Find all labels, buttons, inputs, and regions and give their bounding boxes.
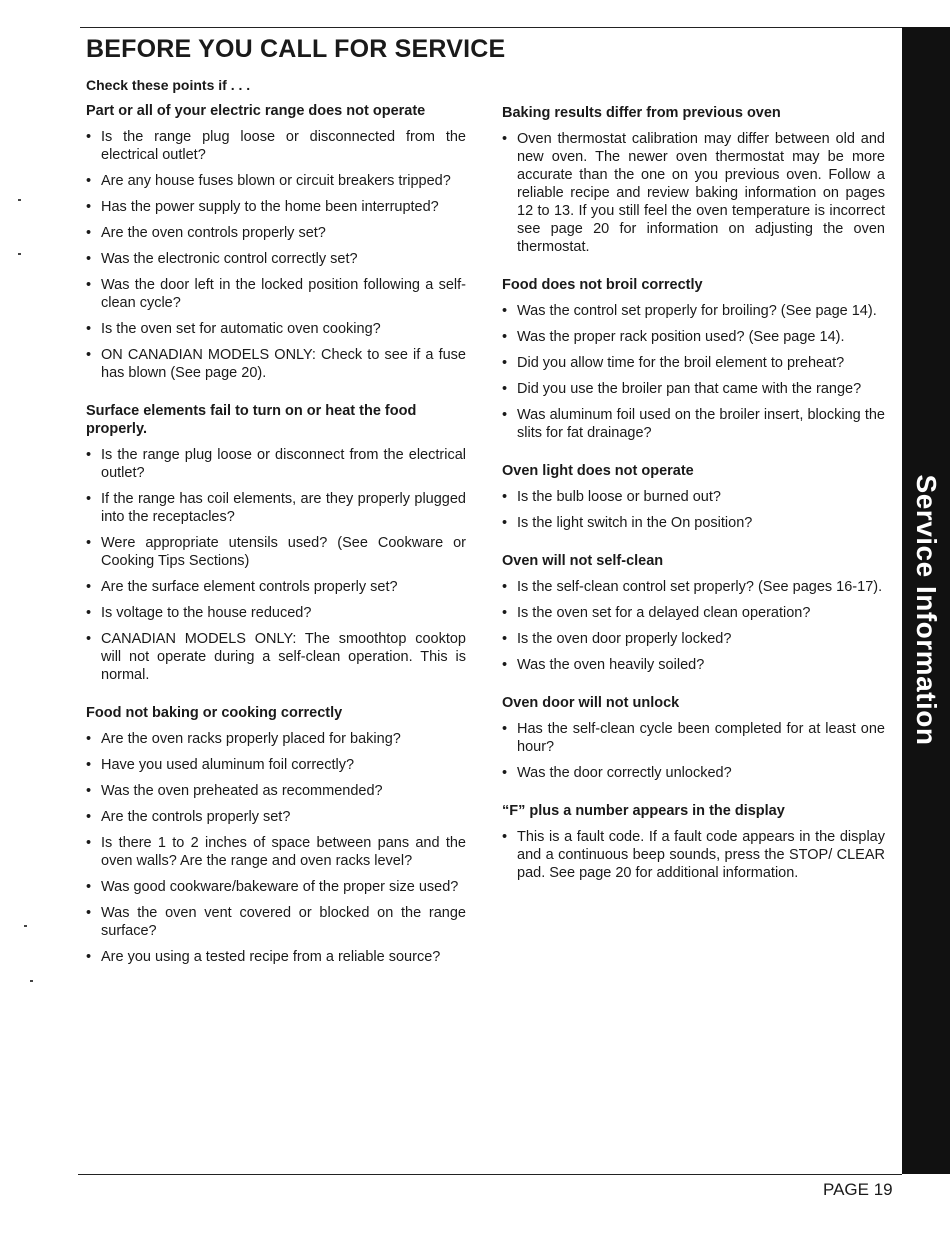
bullet-icon: • [86, 631, 92, 647]
troubleshoot-section [86, 704, 466, 966]
section-heading: Part or all of your electric range does not operate [86, 103, 426, 119]
checklist-item [86, 446, 466, 482]
checklist-item [502, 578, 885, 596]
bullet-icon: • [86, 251, 92, 267]
bullet-icon: • [502, 355, 508, 371]
intro-text: Check these points if . . . [86, 77, 251, 93]
checklist-item [86, 198, 466, 216]
checklist-item [502, 380, 885, 398]
checklist [502, 578, 885, 674]
checklist-item [86, 782, 466, 800]
checklist-item [502, 514, 885, 532]
bullet-icon: • [86, 225, 92, 241]
checklist-item-text: Was the proper rack position used? (See page 14). [517, 329, 845, 345]
checklist-item [86, 730, 466, 748]
checklist-item [86, 834, 466, 870]
bullet-icon: • [502, 303, 508, 319]
section-heading: Oven will not self-clean [502, 553, 664, 569]
bullet-icon: • [86, 783, 92, 799]
checklist-item [86, 346, 466, 382]
troubleshoot-section [502, 462, 885, 532]
bullet-icon: • [502, 605, 508, 621]
checklist-item-text: Are the oven controls properly set? [101, 225, 326, 241]
bullet-icon: • [86, 277, 92, 293]
checklist-item [502, 630, 885, 648]
checklist-item-text: Is the range plug loose or disconnected from the electrical outlet? [101, 129, 466, 163]
checklist-item [86, 534, 466, 570]
checklist-item-text: Were appropriate utensils used? (See Cookware or Cooking Tips Sections) [101, 535, 466, 569]
checklist-item-text: Is the self-clean control set properly? (See pages 16-17). [517, 579, 883, 595]
bullet-icon: • [86, 835, 92, 851]
troubleshoot-section [502, 552, 885, 674]
checklist-item [86, 904, 466, 940]
checklist-item [86, 948, 466, 966]
checklist-item [86, 224, 466, 242]
checklist-item [86, 630, 466, 684]
right-column [502, 104, 885, 902]
bullet-icon: • [502, 489, 508, 505]
checklist-item-text: Has the self-clean cycle been completed for at least one hour? [517, 721, 885, 755]
checklist-item [86, 756, 466, 774]
checklist [502, 130, 885, 256]
bullet-icon: • [86, 535, 92, 551]
checklist-item [502, 130, 885, 256]
checklist-item-text: Has the power supply to the home been interrupted? [101, 199, 439, 215]
checklist-item [502, 302, 885, 320]
checklist-item-text: Is the range plug loose or disconnect from the electrical outlet? [101, 447, 466, 481]
bullet-icon: • [502, 407, 508, 423]
troubleshoot-section [86, 102, 466, 382]
checklist-item [502, 488, 885, 506]
checklist-item-text: Oven thermostat calibration may differ between old and new oven. The newer oven thermostat may be more accurate than the one on you previous oven. Follow a reliable recipe and review baking information on pages 12 to 13. If you still feel the oven temperature is incorrect see page 20 for information on adjusting the oven thermostat. [517, 131, 885, 255]
troubleshoot-section [502, 276, 885, 442]
bullet-icon: • [86, 731, 92, 747]
checklist-item [86, 808, 466, 826]
checklist-item-text: Was the door left in the locked position following a self-clean cycle? [101, 277, 466, 311]
checklist-item-text: Was the oven heavily soiled? [517, 657, 705, 673]
checklist-item-text: Are the controls properly set? [101, 809, 291, 825]
bullet-icon: • [86, 579, 92, 595]
bullet-icon: • [502, 631, 508, 647]
bullet-icon: • [86, 879, 92, 895]
checklist [86, 446, 466, 684]
checklist-item [502, 604, 885, 622]
scan-speck [18, 253, 21, 255]
bullet-icon: • [86, 129, 92, 145]
section-heading: Food does not broil correctly [502, 277, 703, 293]
checklist-item [502, 828, 885, 882]
section-heading: “F” plus a number appears in the display [502, 803, 785, 819]
bullet-icon: • [502, 579, 508, 595]
checklist-item [502, 406, 885, 442]
checklist-item [86, 172, 466, 190]
checklist [502, 720, 885, 782]
checklist-item-text: Is the oven set for a delayed clean operation? [517, 605, 811, 621]
section-heading: Oven door will not unlock [502, 695, 680, 711]
troubleshoot-section [86, 402, 466, 684]
checklist-item [502, 656, 885, 674]
section-heading: Baking results differ from previous oven [502, 105, 781, 121]
checklist [86, 128, 466, 382]
checklist-item-text: Are any house fuses blown or circuit breakers tripped? [101, 173, 451, 189]
bullet-icon: • [86, 173, 92, 189]
troubleshoot-section [502, 694, 885, 782]
checklist-item-text: Did you allow time for the broil element to preheat? [517, 355, 845, 371]
checklist-item-text: Have you used aluminum foil correctly? [101, 757, 355, 773]
bullet-icon: • [502, 131, 508, 147]
checklist-item [86, 578, 466, 596]
bullet-icon: • [86, 199, 92, 215]
checklist-item [86, 250, 466, 268]
bullet-icon: • [86, 809, 92, 825]
checklist-item-text: Was the oven vent covered or blocked on the range surface? [101, 905, 466, 939]
checklist [502, 488, 885, 532]
checklist-item-text: This is a fault code. If a fault code appears in the display and a continuous beep sounds, press the STOP/ CLEAR pad. See page 20 for additional information. [517, 829, 885, 881]
bullet-icon: • [86, 321, 92, 337]
bullet-icon: • [502, 657, 508, 673]
top-rule [80, 27, 902, 28]
checklist-item [502, 764, 885, 782]
checklist-item-text: Was the control set properly for broiling? (See page 14). [517, 303, 877, 319]
checklist-item-text: ON CANADIAN MODELS ONLY: Check to see if a fuse has blown (See page 20). [101, 347, 466, 381]
checklist-item-text: Is there 1 to 2 inches of space between pans and the oven walls? Are the range and oven racks level? [101, 835, 466, 869]
bullet-icon: • [502, 765, 508, 781]
checklist-item [86, 276, 466, 312]
bottom-rule [78, 1174, 902, 1175]
checklist-item-text: Was the oven preheated as recommended? [101, 783, 383, 799]
checklist-item-text: Are you using a tested recipe from a reliable source? [101, 949, 441, 965]
troubleshoot-section [502, 802, 885, 882]
checklist-item-text: Is the bulb loose or burned out? [517, 489, 721, 505]
checklist-item-text: Was good cookware/bakeware of the proper size used? [101, 879, 459, 895]
left-column [86, 102, 466, 986]
checklist-item-text: Is the light switch in the On position? [517, 515, 753, 531]
bullet-icon: • [502, 381, 508, 397]
bullet-icon: • [86, 347, 92, 363]
checklist-item [86, 128, 466, 164]
bullet-icon: • [502, 515, 508, 531]
checklist-item-text: Are the surface element controls properly set? [101, 579, 398, 595]
troubleshoot-section [502, 104, 885, 256]
checklist-item-text: Was the electronic control correctly set? [101, 251, 358, 267]
checklist [502, 302, 885, 442]
side-tab-label: Service Information [911, 474, 942, 746]
bullet-icon: • [502, 721, 508, 737]
checklist-item-text: Is voltage to the house reduced? [101, 605, 312, 621]
page-title: BEFORE YOU CALL FOR SERVICE [86, 35, 506, 63]
checklist-item-text: Did you use the broiler pan that came with the range? [517, 381, 862, 397]
section-heading: Surface elements fail to turn on or heat the food properly. [86, 403, 417, 437]
checklist-item-text: Is the oven set for automatic oven cooking? [101, 321, 381, 337]
bullet-icon: • [86, 447, 92, 463]
checklist-item-text: Was aluminum foil used on the broiler insert, blocking the slits for fat drainage? [517, 407, 885, 441]
bullet-icon: • [502, 829, 508, 845]
checklist-item-text: Is the oven door properly locked? [517, 631, 732, 647]
scan-speck [30, 980, 33, 982]
bullet-icon: • [86, 949, 92, 965]
checklist-item-text: Are the oven racks properly placed for baking? [101, 731, 401, 747]
checklist-item [502, 354, 885, 372]
page-number: PAGE 19 [823, 1180, 893, 1199]
checklist [86, 730, 466, 966]
checklist-item-text: CANADIAN MODELS ONLY: The smoothtop cooktop will not operate during a self-clean operation. This is normal. [101, 631, 466, 683]
scan-speck [24, 925, 27, 927]
bullet-icon: • [86, 491, 92, 507]
checklist-item-text: If the range has coil elements, are they properly plugged into the receptacles? [101, 491, 466, 525]
checklist-item-text: Was the door correctly unlocked? [517, 765, 732, 781]
bullet-icon: • [502, 329, 508, 345]
checklist [502, 828, 885, 882]
bullet-icon: • [86, 605, 92, 621]
bullet-icon: • [86, 905, 92, 921]
section-heading: Oven light does not operate [502, 463, 694, 479]
scan-speck [18, 199, 21, 201]
checklist-item [86, 604, 466, 622]
checklist-item [86, 878, 466, 896]
section-heading: Food not baking or cooking correctly [86, 705, 343, 721]
checklist-item [86, 320, 466, 338]
checklist-item [502, 720, 885, 756]
checklist-item [86, 490, 466, 526]
bullet-icon: • [86, 757, 92, 773]
checklist-item [502, 328, 885, 346]
